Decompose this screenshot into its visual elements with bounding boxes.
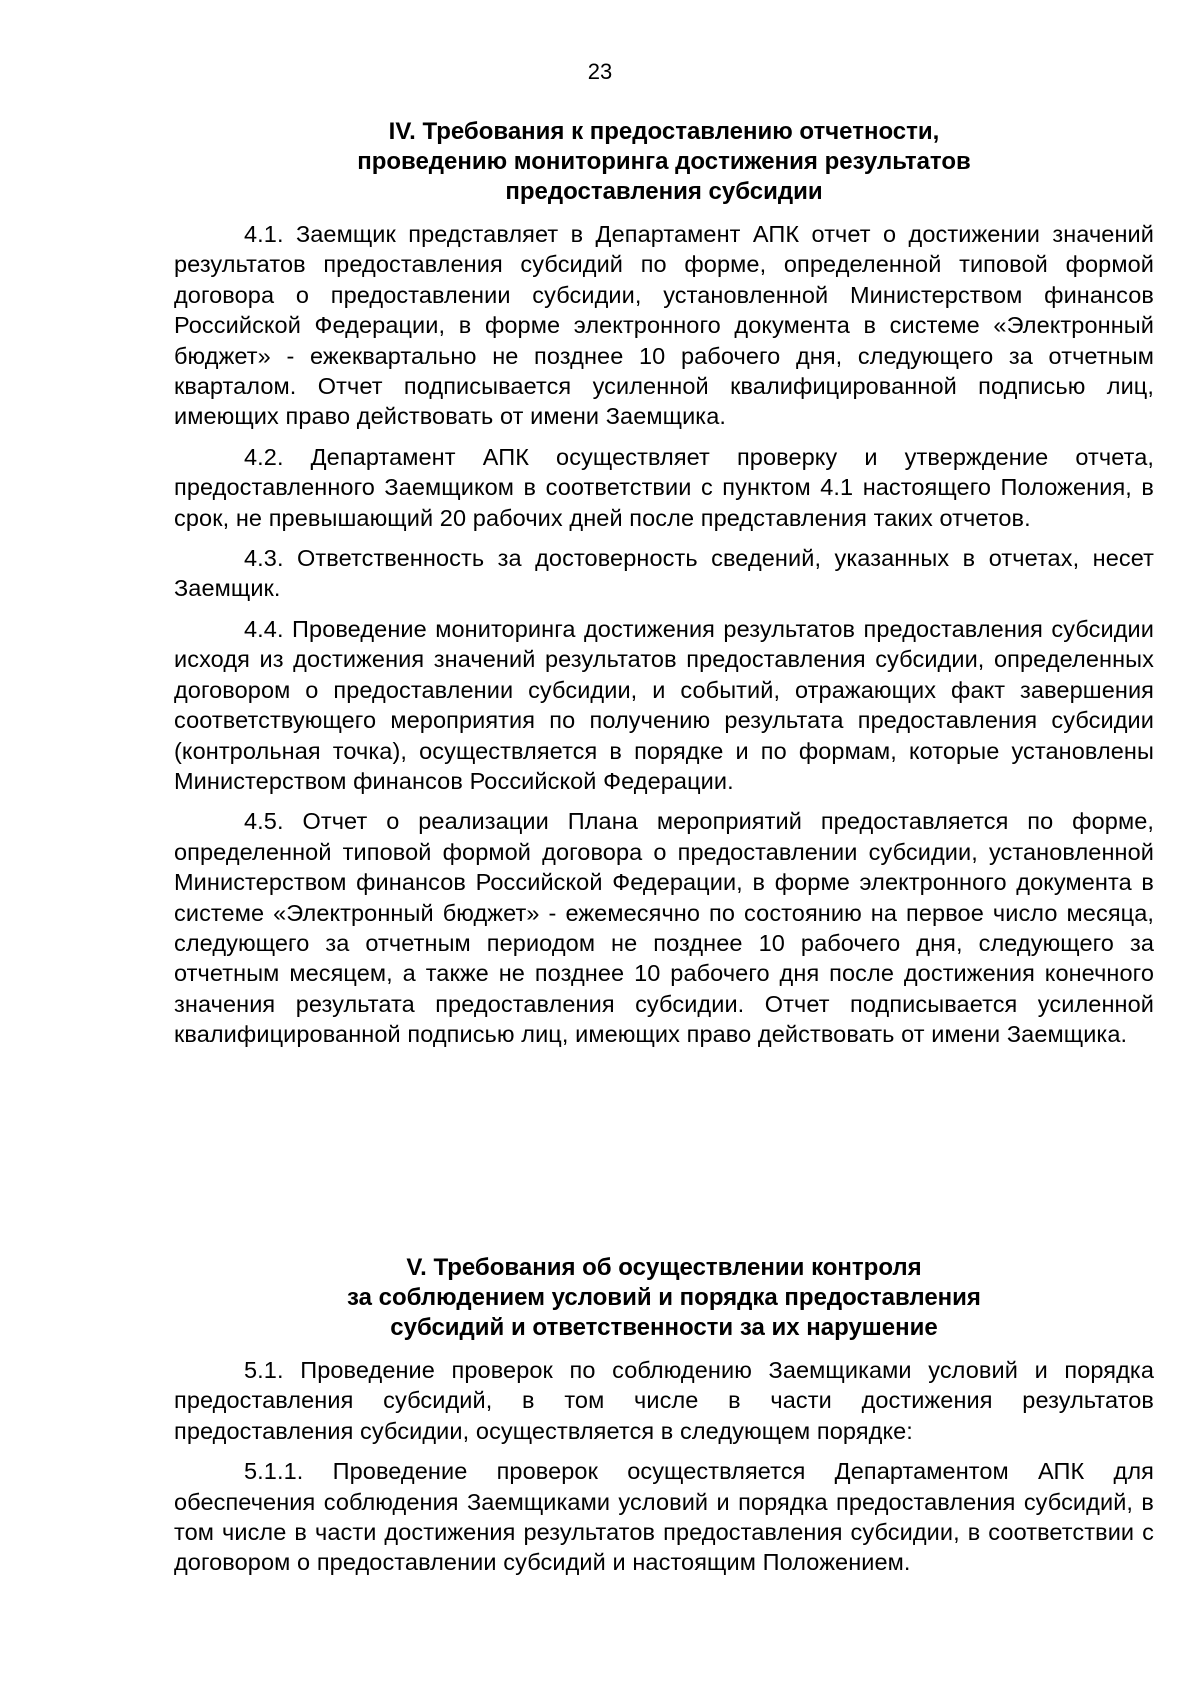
section-5-title-line: субсидий и ответственности за их нарушение — [390, 1314, 938, 1341]
paragraph-5-1: 5.1. Проведение проверок по соблюдению Заемщиками условий и порядка предоставления субсидий, в том числе в части достижения результатов предоставления субсидии, осуществляется в следующем порядке: — [174, 1357, 1154, 1444]
section-5-body — [174, 1355, 1154, 1578]
paragraph-4-2: 4.2. Департамент АПК осуществляет проверку и утверждение отчета, предоставленного Заемщиком в соответствии с пунктом 4.1 настоящего Положения, в срок, не превышающий 20 рабочих дней после представления таких отчетов. — [174, 443, 1154, 531]
section-4-body — [174, 219, 1154, 1050]
section-5-title — [174, 1253, 1154, 1343]
page-number: 23 — [587, 59, 613, 84]
section-5-title-line: за соблюдением условий и порядка предоставления — [347, 1284, 981, 1311]
paragraph-4-4: 4.4. Проведение мониторинга достижения результатов предоставления субсидии исходя из достижения значений результатов предоставления субсидии, определенных договором о предоставлении субсидии, и событий, отражающих факт завершения соответствующего мероприятия по получению результата предоставления субсидии (контрольная точка), осуществляется в порядке и по формам, которые установлены Министерством финансов Российской Федерации. — [174, 615, 1154, 794]
section-4-title — [174, 117, 1154, 207]
paragraph-4-5: 4.5. Отчет о реализации Плана мероприятий предоставляется по форме, определенной типовой формой договора о предоставлении субсидии, установленной Министерством финансов Российской Федерации, в форме электронного документа в системе «Электронный бюджет» - ежемесячно по состоянию на первое число месяца, следующего за отчетным периодом не позднее 10 рабочего дня, следующего за отчетным месяцем, а также не позднее 10 рабочего дня после достижения конечного значения результата предоставления субсидии. Отчет подписывается усиленной квалифицированной подписью лиц, имеющих право действовать от имени Заемщика. — [174, 808, 1154, 1048]
paragraph-5-1-1: 5.1.1. Проведение проверок осуществляется Департаментом АПК для обеспечения соблюдения Заемщиками условий и порядка предоставления субсидий, в том числе в части достижения результатов предоставления субсидии, в соответствии с договором о предоставлении субсидий и настоящим Положением. — [174, 1458, 1154, 1576]
paragraph-4-3: 4.3. Ответственность за достоверность сведений, указанных в отчетах, несет Заемщик. — [174, 545, 1154, 602]
section-4-title-line: проведению мониторинга достижения результатов — [357, 148, 971, 175]
paragraph-4-1: 4.1. Заемщик представляет в Департамент АПК отчет о достижении значений результатов предоставления субсидий по форме, определенной типовой формой договора о предоставлении субсидии, установленной Министерством финансов Российской Федерации, в форме электронного документа в системе «Электронный бюджет» - ежеквартально не позднее 10 рабочего дня, следующего за отчетным кварталом. Отчет подписывается усиленной квалифицированной подписью лиц, имеющих право действовать от имени Заемщика. — [174, 221, 1154, 430]
section-4-title-line: предоставления субсидии — [505, 178, 823, 205]
section-5-title-line: V. Требования об осуществлении контроля — [406, 1254, 922, 1281]
section-4-title-line: IV. Требования к предоставлению отчетности, — [388, 118, 940, 145]
